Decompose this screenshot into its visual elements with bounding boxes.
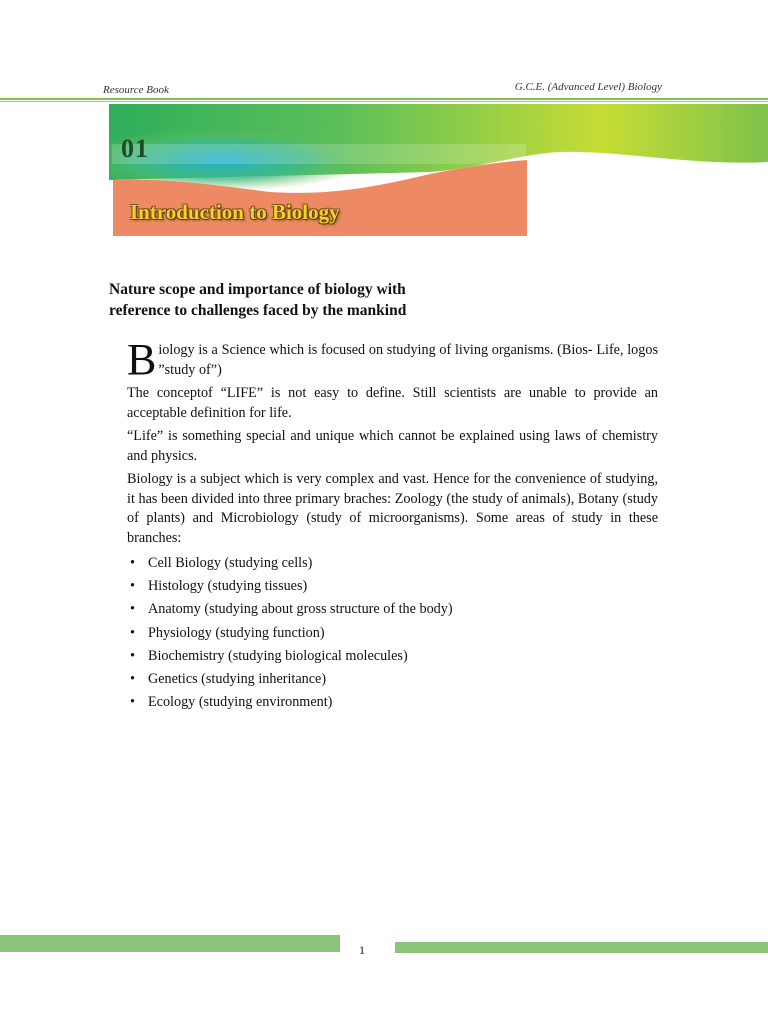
list-item [127,622,658,645]
list-item-text: Ecology (studying environment) [148,694,333,711]
footer-band-right [395,942,768,953]
bullet-icon: • [130,647,135,664]
header-left-text: Resource Book [103,84,169,96]
list-item-text: Cell Biology (studying cells) [148,555,313,571]
list-item-text: Biochemistry (studying biological molecules) [148,647,408,664]
paragraph-life-definition: The conceptof “LIFE” is not easy to define. Still scientists are unable to provide an acceptable definition for life. [127,385,658,421]
chapter-number: 01 [121,134,149,163]
chapter-banner [0,0,768,240]
list-item [127,691,658,714]
bullet-icon: • [130,578,135,595]
section-heading [109,279,529,321]
paragraph-intro [127,335,658,384]
bullet-icon: • [130,624,135,641]
list-item [127,598,658,621]
chapter-title: Introduction to Biology [130,200,340,224]
section-heading-line-2: reference to challenges faced by the mankind [109,302,407,319]
bullet-icon: • [130,601,135,618]
list-item [127,645,658,668]
list-item-text: Anatomy (studying about gross structure of the body) [148,601,453,618]
bullet-icon: • [130,694,135,711]
list-item-text: Histology (studying tissues) [148,578,308,595]
list-item [127,552,658,575]
list-item [127,575,658,598]
drop-cap: B [127,335,157,384]
body-content [127,335,658,714]
bullet-icon: • [130,555,135,571]
paragraph-life-special: “Life” is something special and unique which cannot be explained using laws of chemistry and physics. [127,428,658,464]
paragraph-intro-text: iology is a Science which is focused on studying of living organisms. (Bios- Life, logos ”study of”) [158,342,658,378]
section-heading-line-1: Nature scope and importance of biology with [109,281,406,298]
bullet-icon: • [130,671,135,688]
list-item-text: Physiology (studying function) [148,624,325,641]
list-item-text: Genetics (studying inheritance) [148,671,327,688]
branches-list [127,552,658,714]
page-number: 1 [359,943,365,957]
paragraph-branches: Biology is a subject which is very complex and vast. Hence for the convenience of studying, it has been divided into three primary braches: Zoology (the study of animals), Botany (study of plants) and Microbiology (study of microorganisms). Some areas of study in these branches: [127,471,658,546]
footer-band-left [0,935,340,952]
list-item [127,668,658,691]
header-right-text: G.C.E. (Advanced Level) Biology [514,81,662,93]
